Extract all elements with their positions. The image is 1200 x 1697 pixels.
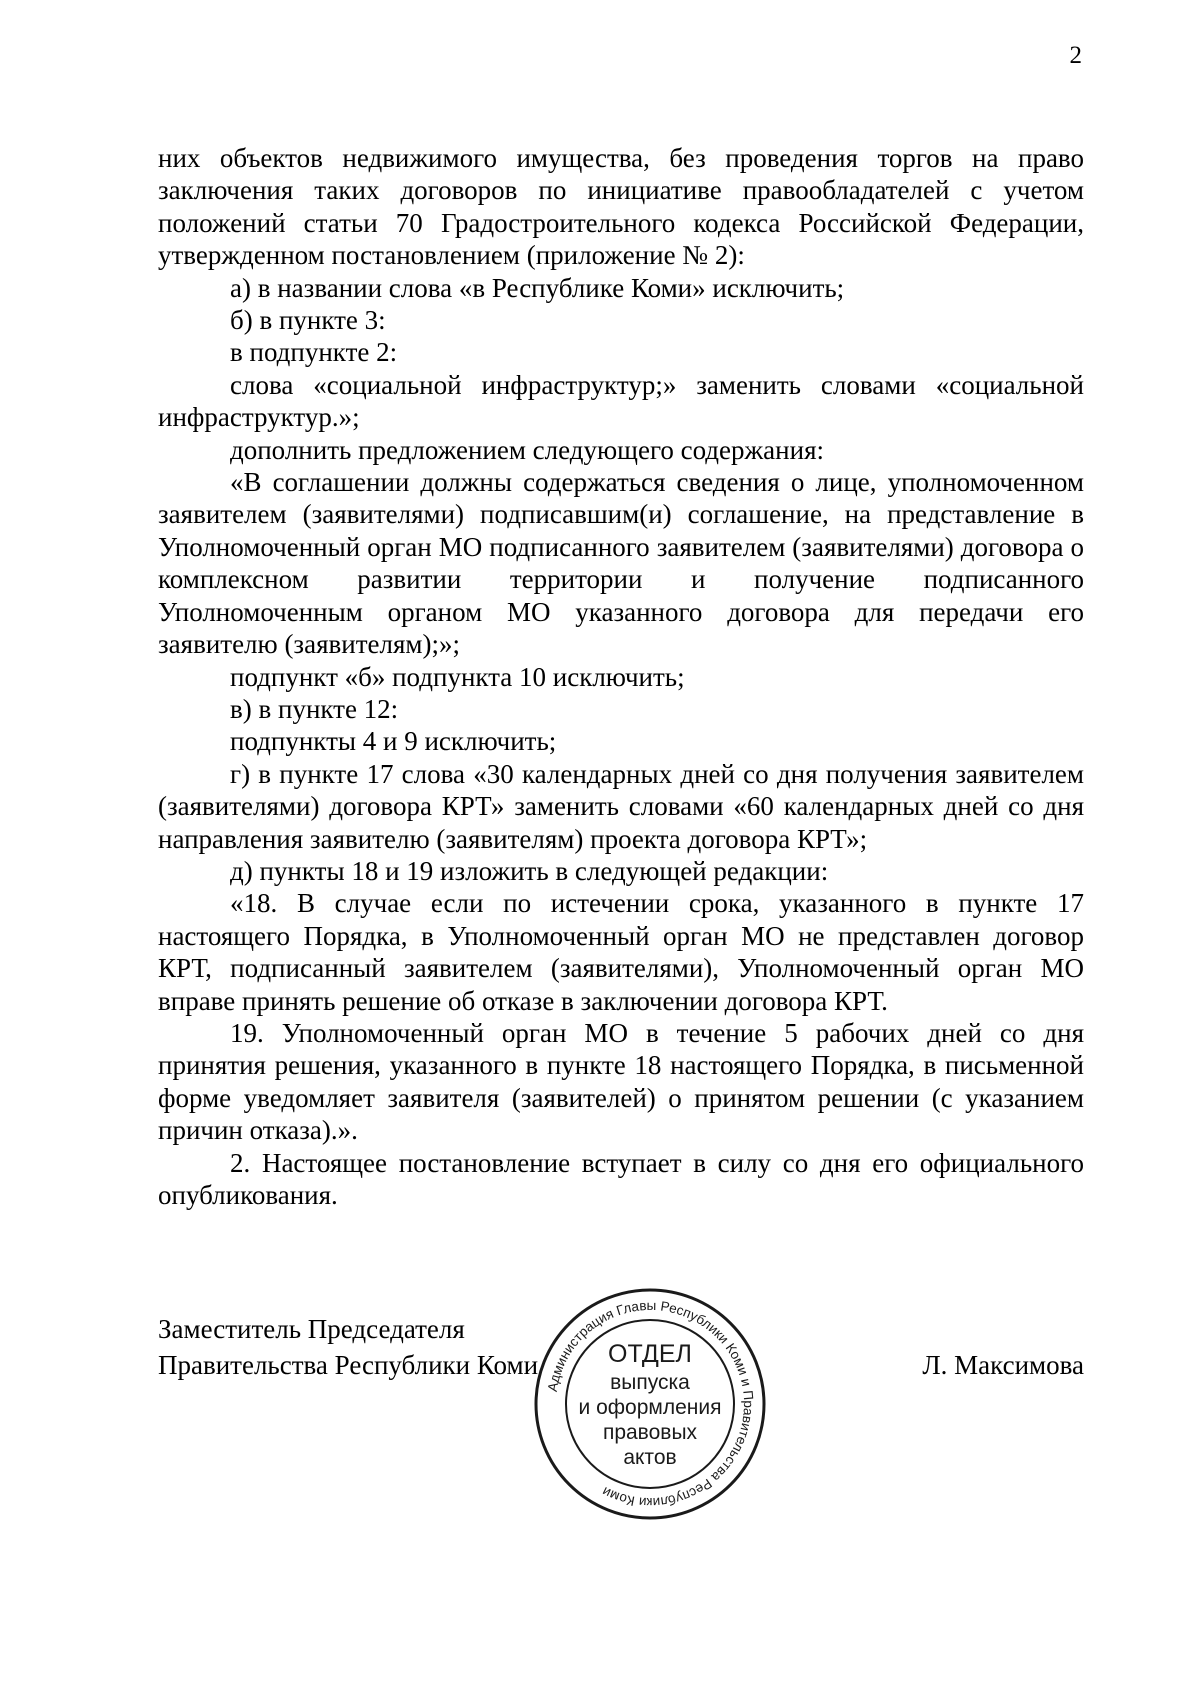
paragraph: дополнить предложением следующего содержания: <box>230 434 824 465</box>
paragraph: слова «социальной инфраструктур;» заменить словами «социальной инфраструктур.»; <box>158 369 1084 433</box>
signature-position-line1: Заместитель Председателя <box>158 1314 465 1344</box>
stamp-center-line: правовых <box>602 1421 698 1444</box>
paragraph: подпункты 4 и 9 исключить; <box>230 726 557 757</box>
paragraph: подпункт «б» подпункта 10 исключить; <box>230 661 685 692</box>
paragraph: б) в пункте 3: <box>230 305 386 336</box>
page-number: 2 <box>1069 42 1082 69</box>
signature-name: Л. Максимова <box>922 1350 1084 1380</box>
paragraph: в) в пункте 12: <box>230 693 399 724</box>
stamp-center-text <box>579 1340 722 1469</box>
stamp-ring-text: Администрация Главы Республики Коми и Правительства Республики Коми <box>544 1297 757 1511</box>
stamp-center-line: ОТДЕЛ <box>608 1340 692 1368</box>
paragraph: них объектов недвижимого имущества, без проведения торгов на право заключения таких договоров по инициативе правообладателей с учетом положений статьи 70 Градостроительного кодекса Российской Федерации, утвержденном постановлением (приложение № 2): <box>158 143 1084 271</box>
signature-position <box>158 1311 538 1383</box>
signature-position-line2: Правительства Республики Коми <box>158 1350 539 1380</box>
paragraph: «18. В случае если по истечении срока, указанного в пункте 17 настоящего Порядка, в Уполномоченный орган МО не представлен договор КРТ, подписанный заявителем (заявителями), Уполномоченный орган МО вправе принять решение об отказе в заключении договора КРТ. <box>158 888 1084 1016</box>
stamp-center-line: и оформления <box>578 1396 722 1419</box>
paragraph: в подпункте 2: <box>230 337 398 368</box>
paragraph: 19. Уполномоченный орган МО в течение 5 рабочих дней со дня принятия решения, указанного в пункте 18 настоящего Порядка, в письменной форме уведомляет заявителя (заявителей) о принятом решении (с указанием причин отказа).». <box>158 1017 1084 1146</box>
stamp-center-line: выпуска <box>610 1371 690 1394</box>
stamp-center-line: актов <box>623 1446 677 1469</box>
paragraph: «В соглашении должны содержаться сведения о лице, уполномоченном заявителем (заявителями) подписавшим(и) соглашение, на представление в Уполномоченный орган МО подписанного заявителем (заявителями) договора о комплексном развитии территории и получение подписанного Уполномоченным органом МО указанного договора для передачи его заявителю (заявителям);»; <box>158 467 1084 660</box>
paragraph: д) пункты 18 и 19 изложить в следующей редакции: <box>230 855 829 886</box>
paragraph: 2. Настоящее постановление вступает в силу со дня его официального опубликования. <box>158 1147 1084 1210</box>
document-body <box>158 142 1084 1211</box>
paragraph: г) в пункте 17 слова «30 календарных дней со дня получения заявителем (заявителями) договора КРТ» заменить словами «60 календарных дней со дня направления заявителю (заявителям) проекта договора КРТ»; <box>158 758 1084 854</box>
stamp-seal-graphic <box>532 1286 768 1522</box>
official-stamp <box>532 1286 768 1522</box>
paragraph: а) в названии слова «в Республике Коми» исключить; <box>230 272 845 303</box>
